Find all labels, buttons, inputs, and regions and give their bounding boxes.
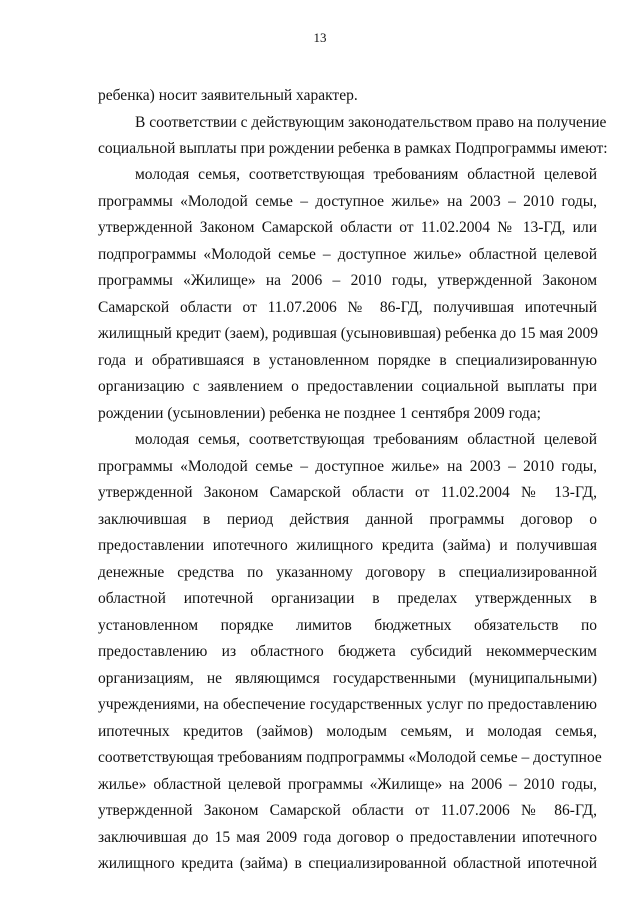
text-line: утвержденной Законом Самарской области от 11.02.2004 № 13-ГД, [98, 484, 597, 501]
text-line: организацию с заявлением о предоставлении социальной выплаты при [98, 378, 597, 395]
text-line: В соответствии с действующим законодательством право на получение [135, 114, 607, 131]
text-line: установленном порядке лимитов бюджетных обязательств по [98, 617, 597, 634]
text-line: программы «Молодой семье – доступное жилье» на 2003 – 2010 годы, [98, 193, 597, 210]
text-line: молодая семья, соответствующая требованиям областной целевой [135, 431, 597, 448]
text-line: социальной выплаты при рождении ребенка в рамках Подпрограммы имеют: [98, 140, 608, 157]
text-line: молодая семья, соответствующая требованиям областной целевой [135, 166, 597, 183]
text-line: жилищный кредит (заем), родившая (усыновившая) ребенка до 15 мая 2009 [98, 325, 598, 342]
text-line: денежные средства по указанному договору в специализированной [98, 564, 597, 581]
text-line: предоставлению из областного бюджета субсидий некоммерческим [98, 643, 597, 660]
text-line: утвержденной Законом Самарской области от 11.02.2004 № 13-ГД, или [98, 219, 597, 236]
text-line: областной ипотечной организации в пределах утвержденных в [98, 590, 597, 607]
text-line: жилье» областной целевой программы «Жилище» на 2006 – 2010 годы, [98, 776, 597, 793]
text-line: ипотечных кредитов (займов) молодым семьям, и молодая семья, [98, 723, 597, 740]
text-line: заключившая в период действия данной программы договор о [98, 511, 597, 528]
text-line: утвержденной Законом Самарской области от 11.07.2006 № 86-ГД, [98, 802, 597, 819]
text-line: Самарской области от 11.07.2006 № 86-ГД, получившая ипотечный [98, 299, 597, 316]
text-line: жилищного кредита (займа) в специализированной областной ипотечной [98, 855, 597, 872]
text-line: программы «Жилище» на 2006 – 2010 годы, утвержденной Законом [98, 272, 597, 289]
text-line: подпрограммы «Молодой семье – доступное жилье» областной целевой [98, 246, 597, 263]
text-line: рождении (усыновлении) ребенка не позднее 1 сентября 2009 года; [98, 405, 541, 422]
page-number: 13 [313, 30, 327, 45]
text-line: заключившая до 15 мая 2009 года договор о предоставлении ипотечного [98, 829, 597, 846]
text-line: ребенка) носит заявительный характер. [98, 87, 358, 104]
text-line: соответствующая требованиям подпрограммы «Молодой семье – доступное [98, 749, 602, 766]
text-line: организациям, не являющимся государственными (муниципальными) [98, 670, 597, 687]
text-line: учреждениями, на обеспечение государственных услуг по предоставлению [98, 696, 597, 713]
text-line: программы «Молодой семье – доступное жилье» на 2003 – 2010 годы, [98, 458, 597, 475]
text-line: года и обратившаяся в установленном порядке в специализированную [98, 352, 597, 369]
text-line: предоставлении ипотечного жилищного кредита (займа) и получившая [98, 537, 597, 554]
